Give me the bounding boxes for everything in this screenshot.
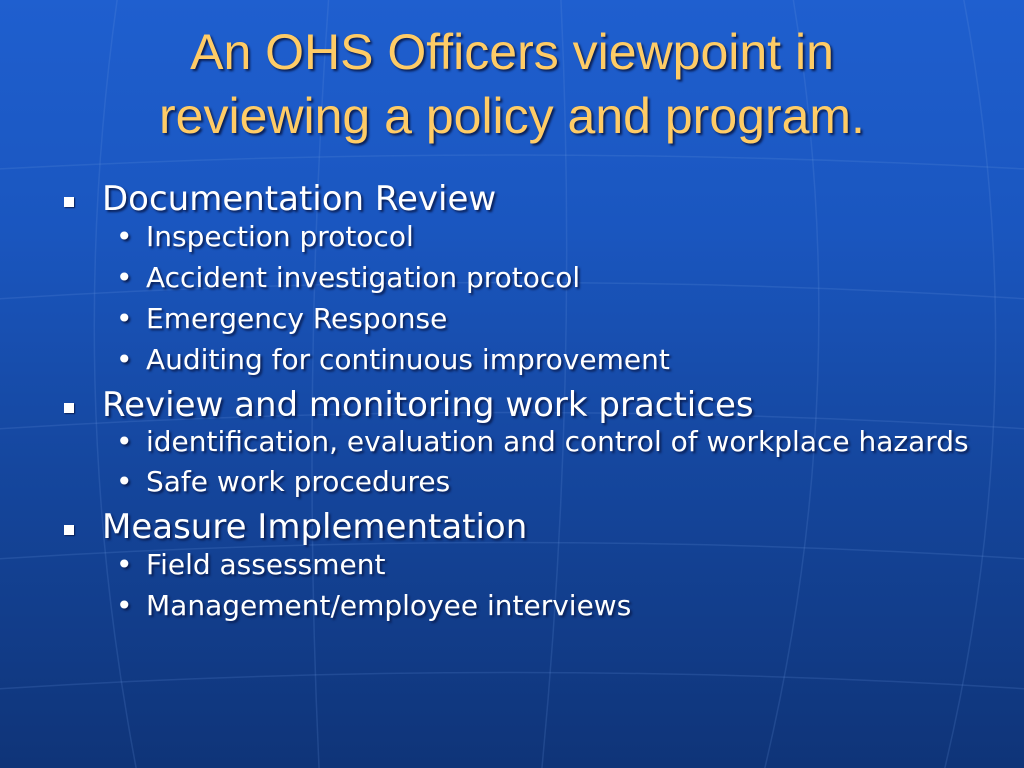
sub-bullet-label: Field assessment	[146, 548, 386, 581]
square-bullet-icon	[64, 197, 74, 207]
dot-bullet-icon: •	[116, 589, 133, 622]
sub-bullet-item	[114, 343, 980, 377]
sub-bullet-label: Emergency Response	[146, 302, 448, 335]
bullet-label: Measure Implementation	[102, 507, 528, 547]
slide-body	[60, 178, 980, 630]
bullet-group-measure-implementation	[60, 506, 980, 623]
sub-bullet-item	[114, 426, 980, 458]
dot-bullet-icon: •	[116, 548, 133, 581]
sub-bullet-label: Inspection protocol	[146, 220, 414, 253]
sub-bullet-list	[114, 548, 980, 623]
sub-bullet-label: Management/employee interviews	[146, 589, 632, 622]
dot-bullet-icon: •	[116, 261, 133, 294]
sub-bullet-label: Auditing for continuous improvement	[146, 343, 670, 376]
dot-bullet-icon: •	[116, 220, 133, 253]
bullet-item	[60, 506, 980, 548]
slide-title	[0, 20, 1024, 148]
dot-bullet-icon: •	[116, 343, 133, 376]
bullet-group-documentation-review	[60, 178, 980, 377]
square-bullet-icon	[64, 403, 74, 413]
sub-bullet-item	[114, 302, 980, 336]
slide-title-line-2: reviewing a policy and program.	[159, 88, 865, 144]
sub-bullet-item	[114, 589, 980, 623]
sub-bullet-label: Safe work procedures	[146, 465, 451, 498]
bullet-group-review-monitoring	[60, 384, 980, 499]
dot-bullet-icon: •	[116, 302, 133, 335]
dot-bullet-icon: •	[116, 465, 133, 498]
bullet-label: Review and monitoring work practices	[102, 385, 754, 425]
square-bullet-icon	[64, 525, 74, 535]
sub-bullet-item	[114, 261, 980, 295]
bullet-item	[60, 384, 980, 426]
sub-bullet-list	[114, 426, 980, 499]
sub-bullet-item	[114, 220, 980, 254]
sub-bullet-list	[114, 220, 980, 377]
bullet-item	[60, 178, 980, 220]
sub-bullet-item	[114, 548, 980, 582]
sub-bullet-label: Accident investigation protocol	[146, 261, 581, 294]
sub-bullet-label: identification, evaluation and control of workplace hazards	[146, 425, 969, 458]
bullet-label: Documentation Review	[102, 179, 497, 219]
sub-bullet-item	[114, 465, 980, 499]
dot-bullet-icon: •	[116, 425, 133, 458]
slide-title-line-1: An OHS Officers viewpoint in	[190, 24, 834, 80]
